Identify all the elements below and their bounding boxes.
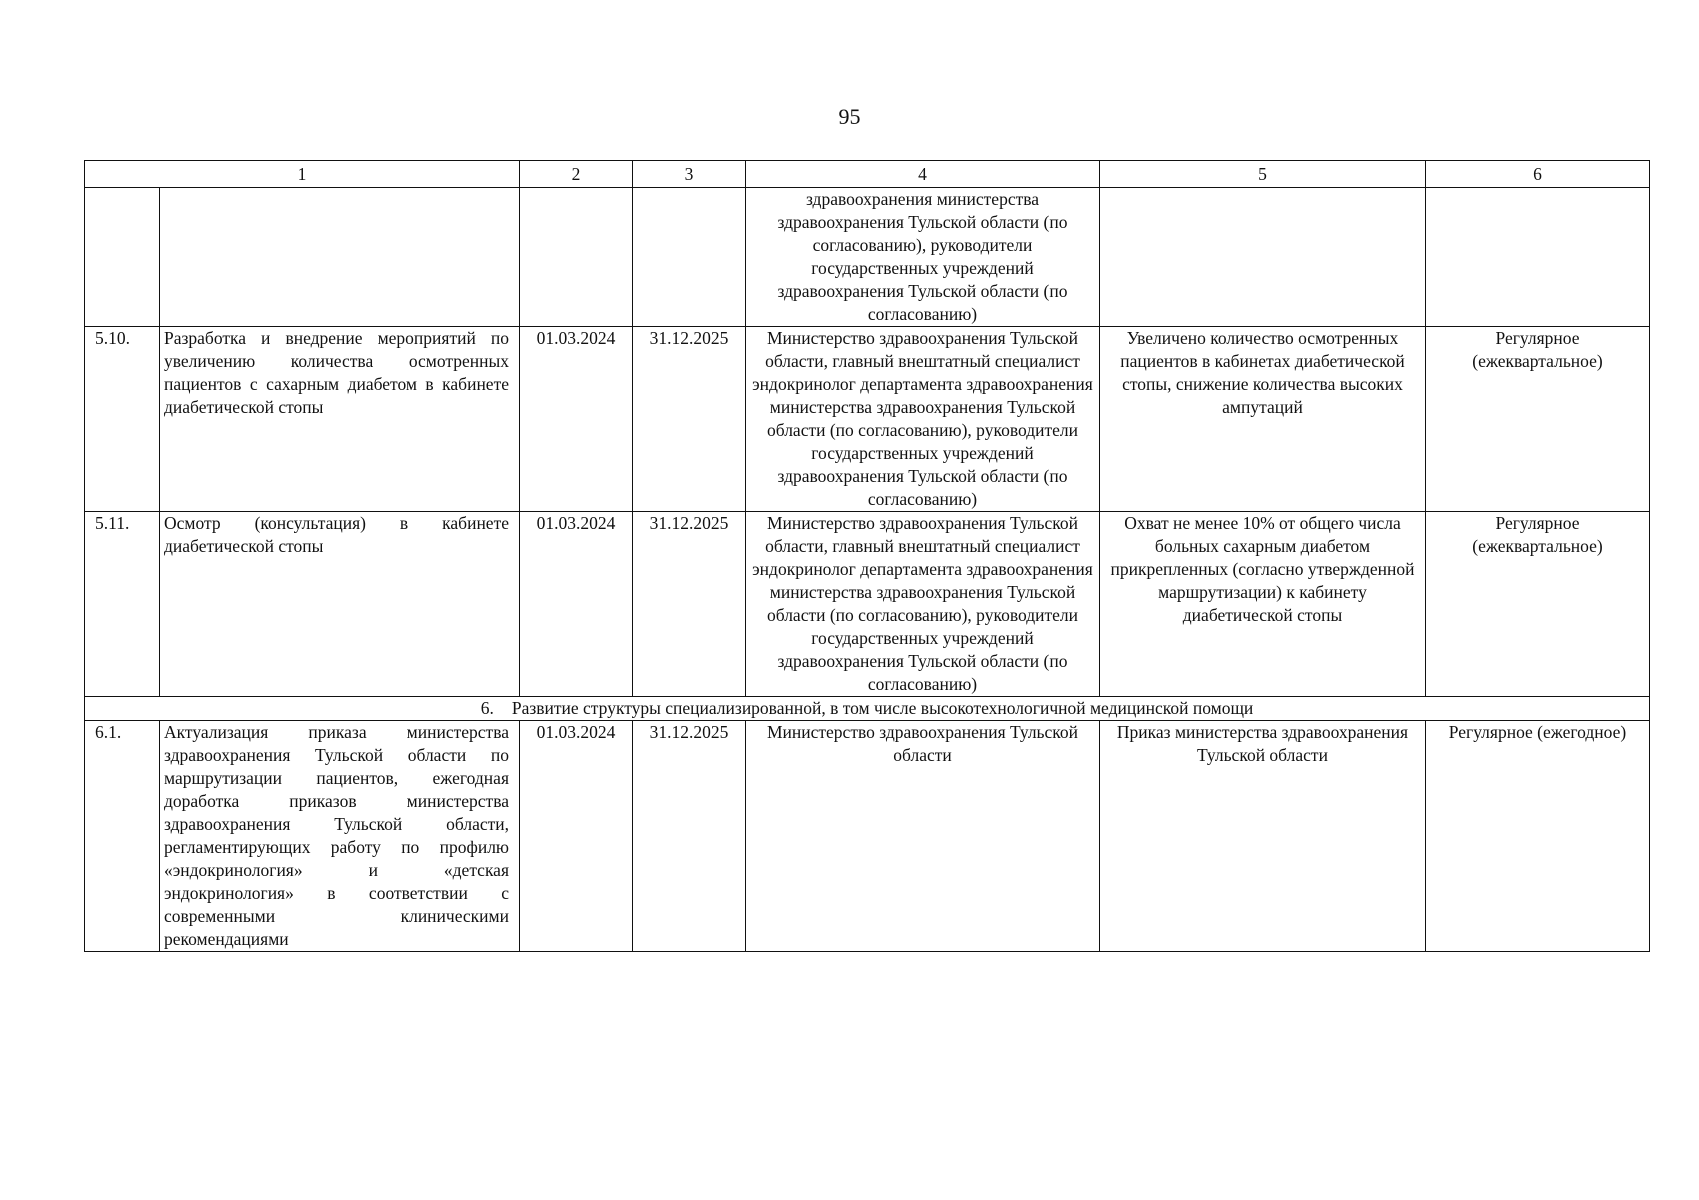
section-number: 6. bbox=[480, 698, 494, 718]
frequency bbox=[1426, 188, 1650, 327]
activity-name: Осмотр (консультация) в кабинете диабетической стопы bbox=[160, 512, 520, 697]
responsible-executor: Министерство здравоохранения Тульской области bbox=[746, 721, 1100, 952]
column-header-5: 5 bbox=[1100, 161, 1426, 188]
frequency: Регулярное (ежегодное) bbox=[1426, 721, 1650, 952]
row-number: 6.1. bbox=[85, 721, 160, 952]
column-header-4: 4 bbox=[746, 161, 1100, 188]
expected-result: Увеличено количество осмотренных пациентов в кабинетах диабетической стопы, снижение количества высоких ампутаций bbox=[1100, 327, 1426, 512]
table-row-5-11 bbox=[85, 512, 1650, 697]
column-number-header-row bbox=[85, 161, 1650, 188]
frequency: Регулярное (ежеквартальное) bbox=[1426, 512, 1650, 697]
responsible-executor: Министерство здравоохранения Тульской области, главный внештатный специалист эндокринолог департамента здравоохранения министерства здравоохранения Тульской области (по согласованию), руководители государственных учреждений здравоохранения Тульской области (по согласованию) bbox=[746, 512, 1100, 697]
responsible-executor: здравоохранения министерства здравоохранения Тульской области (по согласованию), руководители государственных учреждений здравоохранения Тульской области (по согласованию) bbox=[746, 188, 1100, 327]
row-number: 5.11. bbox=[85, 512, 160, 697]
end-date: 31.12.2025 bbox=[633, 512, 746, 697]
activity-name bbox=[160, 188, 520, 327]
expected-result bbox=[1100, 188, 1426, 327]
responsible-executor: Министерство здравоохранения Тульской области, главный внештатный специалист эндокринолог департамента здравоохранения министерства здравоохранения Тульской области (по согласованию), руководители государственных учреждений здравоохранения Тульской области (по согласованию) bbox=[746, 327, 1100, 512]
column-header-6: 6 bbox=[1426, 161, 1650, 188]
end-date bbox=[633, 188, 746, 327]
section-heading bbox=[85, 697, 1650, 721]
table-row-6-1 bbox=[85, 721, 1650, 952]
start-date: 01.03.2024 bbox=[520, 327, 633, 512]
frequency: Регулярное (ежеквартальное) bbox=[1426, 327, 1650, 512]
section-heading-row bbox=[85, 697, 1650, 721]
expected-result: Приказ министерства здравоохранения Тульской области bbox=[1100, 721, 1426, 952]
start-date bbox=[520, 188, 633, 327]
section-title: Развитие структуры специализированной, в том числе высокотехнологичной медицинской помощи bbox=[511, 698, 1254, 718]
page-number: 95 bbox=[838, 104, 861, 129]
expected-result: Охват не менее 10% от общего числа больных сахарным диабетом прикрепленных (согласно утвержденной маршрутизации) к кабинету диабетической стопы bbox=[1100, 512, 1426, 697]
table-row-continuation bbox=[85, 188, 1650, 327]
column-header-2: 2 bbox=[520, 161, 633, 188]
action-plan-table bbox=[84, 160, 1650, 952]
start-date: 01.03.2024 bbox=[520, 512, 633, 697]
activity-name: Актуализация приказа министерства здравоохранения Тульской области по маршрутизации пациентов, ежегодная доработка приказов министерства здравоохранения Тульской области, регламентирующих работу по профилю «эндокринология» и «детская эндокринология» в соответствии с современными клиническими рекомендациями bbox=[160, 721, 520, 952]
start-date: 01.03.2024 bbox=[520, 721, 633, 952]
column-header-3: 3 bbox=[633, 161, 746, 188]
row-number: 5.10. bbox=[85, 327, 160, 512]
column-header-1: 1 bbox=[85, 161, 520, 188]
row-number bbox=[85, 188, 160, 327]
end-date: 31.12.2025 bbox=[633, 327, 746, 512]
end-date: 31.12.2025 bbox=[633, 721, 746, 952]
table-row-5-10 bbox=[85, 327, 1650, 512]
activity-name: Разработка и внедрение мероприятий по увеличению количества осмотренных пациентов с сахарным диабетом в кабинете диабетической стопы bbox=[160, 327, 520, 512]
